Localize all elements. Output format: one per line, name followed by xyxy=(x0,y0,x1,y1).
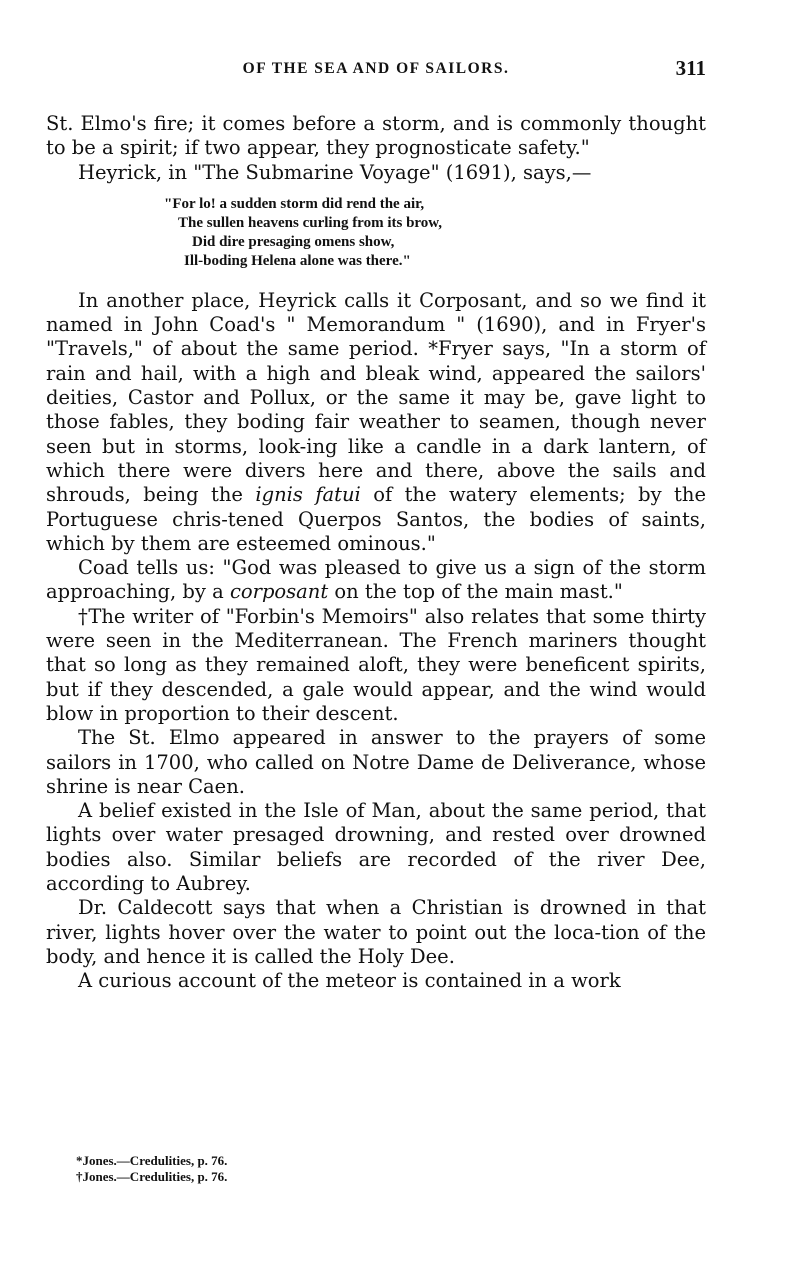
paragraph-4-text-a: Coad tells us: "God was pleased to give us a sign of the storm approaching, by a xyxy=(46,556,706,604)
paragraph-3-text-a: In another place, Heyrick calls it Corposant, and so we find it named in John Coad's " Memorandum " (1690), and in Fryer's "Travels," of about the same period. *Fryer says, "In a storm of rain and hail, with a high and bleak wind, appeared the sailors' deities, Castor and Pollux, or the same it may be, gave light to those fables, they boding fair weather to seamen, though never seen but in storms, look-ing like a candle in a dark lantern, of which there were divers here and there, above the sails and shrouds, being the xyxy=(46,288,706,507)
paragraph-4 xyxy=(46,556,706,605)
page-number: 311 xyxy=(675,56,706,80)
poem-quote xyxy=(164,195,706,271)
footnote-2: †Jones.—Credulities, p. 76. xyxy=(76,1169,228,1184)
paragraph-3 xyxy=(46,289,706,556)
footnotes xyxy=(76,1153,227,1185)
paragraph-3-italic: ignis fatui xyxy=(255,483,361,507)
paragraph-3-text-b: of the watery elements; by the Portuguese chris-tened Querpos Santos, the bodies of saints, which by them are esteemed ominous." xyxy=(46,483,706,555)
paragraph-5: †The writer of "Forbin's Memoirs" also relates that some thirty were seen in the Mediterranean. The French mariners thought that so long as they remained aloft, they were beneficent spirits, but if they descended, a gale would appear, and the wind would blow in proportion to their descent. xyxy=(46,604,706,725)
paragraph-8: Dr. Caldecott says that when a Christian is drowned in that river, lights hover over the water to point out the loca-tion of the body, and hence it is called the Holy Dee. xyxy=(46,896,706,968)
poem-line-2: The sullen heavens curling from its brow, xyxy=(178,214,443,231)
body-text xyxy=(46,112,706,994)
paragraph-2: Heyrick, in "The Submarine Voyage" (1691), says,— xyxy=(78,160,592,184)
paragraph-4-text-b: on the top of the main mast." xyxy=(334,580,623,604)
poem-line-4: Ill-boding Helena alone was there." xyxy=(184,252,411,269)
footnote-1: *Jones.—Credulities, p. 76. xyxy=(76,1153,228,1168)
poem-line-1: "For lo! a sudden storm did rend the air, xyxy=(164,195,425,212)
paragraph-9: A curious account of the meteor is contained in a work xyxy=(78,969,621,993)
paragraph-6: The St. Elmo appeared in answer to the prayers of some sailors in 1700, who called on Notre Dame de Deliverance, whose shrine is near Caen. xyxy=(46,726,706,798)
running-head: OF THE SEA AND OF SAILORS. xyxy=(242,60,510,77)
paragraph-1: St. Elmo's fire; it comes before a storm, and is commonly thought to be a spirit; if two appear, they prognosticate safety." xyxy=(46,112,706,160)
paragraph-4-italic: corposant xyxy=(229,580,329,604)
page-header xyxy=(46,56,706,84)
poem-line-3: Did dire presaging omens show, xyxy=(192,233,395,250)
paragraph-7: A belief existed in the Isle of Man, about the same period, that lights over water presaged drowning, and rested over drowned bodies also. Similar beliefs are recorded of the river Dee, according to Aubrey. xyxy=(46,799,706,896)
